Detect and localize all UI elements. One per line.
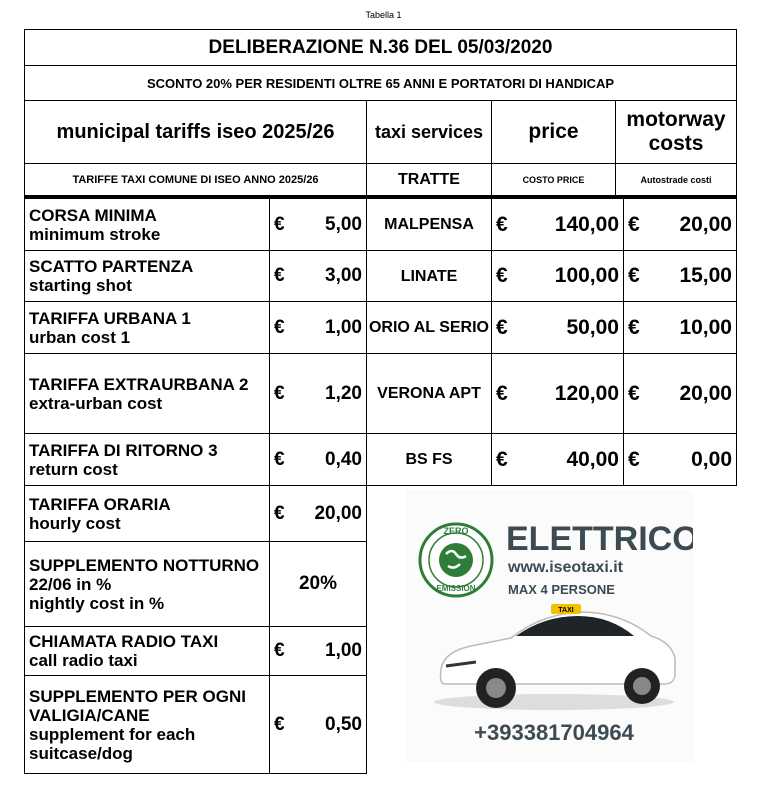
ad-graphic (406, 490, 693, 762)
currency-symbol: € (274, 713, 285, 735)
table-caption: Tabella 1 (365, 10, 402, 20)
tariff-label-it: TARIFFA URBANA 1 (29, 308, 191, 328)
tariff-row (25, 486, 366, 542)
discount-note: SCONTO 20% PER RESIDENTI OLTRE 65 ANNI E PORTATORI DI HANDICAP (146, 75, 615, 91)
tariff-label-en: extra-urban cost (29, 393, 163, 413)
tariff-value: 5,00 (325, 213, 362, 235)
tariff-label-it: SUPPLEMENTO NOTTURNO 22/06 in % (29, 555, 260, 594)
tariff-row (25, 542, 366, 627)
price-header: price (528, 120, 579, 143)
currency-symbol: € (274, 640, 285, 661)
tariff-label-it: CORSA MINIMA (29, 205, 157, 225)
tariff-value: 20,00 (314, 502, 362, 524)
route-name: LINATE (367, 251, 492, 301)
tariff-table (24, 195, 367, 774)
route-name: ORIO AL SERIO (367, 302, 492, 353)
route-price: 50,00 (566, 315, 619, 339)
municipal-subheader: TARIFFE TAXI COMUNE DI ISEO ANNO 2025/26 (72, 174, 319, 186)
currency-symbol: € (274, 382, 285, 404)
tariff-label-en: call radio taxi (29, 651, 138, 670)
route-row (367, 354, 736, 434)
badge-top-text: ZERO (443, 526, 469, 536)
tariff-row (25, 354, 366, 434)
tariff-label-en: urban cost 1 (29, 327, 131, 347)
route-motorway-cost: 20,00 (679, 381, 732, 405)
taxi-sign-text: TAXI (558, 607, 574, 614)
tariff-value: 1,00 (325, 316, 362, 338)
routes-subheader: TRATTE (398, 171, 460, 188)
tariff-value: 1,00 (325, 640, 362, 661)
currency-symbol: € (628, 264, 640, 287)
motorway-costs-header: motorway costs (626, 108, 726, 155)
tariff-label-it: TARIFFA DI RITORNO 3 (29, 440, 218, 460)
route-name: MALPENSA (367, 199, 492, 250)
currency-symbol: € (496, 381, 508, 405)
tariff-row (25, 627, 366, 676)
currency-symbol: € (496, 264, 508, 287)
route-motorway-cost: 20,00 (679, 212, 732, 236)
table-header (24, 29, 737, 197)
ad-phone: +393381704964 (474, 720, 634, 745)
tariff-label-it: TARIFFA ORARIA (29, 494, 171, 514)
route-row (367, 434, 736, 485)
tariff-value: 0,50 (325, 713, 362, 735)
motorway-subheader: Autostrade costi (640, 175, 712, 185)
currency-symbol: € (628, 212, 640, 236)
tariff-label-it: SUPPLEMENTO PER OGNI VALIGIA/CANE (29, 686, 246, 725)
tariff-label-it: TARIFFA EXTRAURBANA 2 (29, 374, 249, 394)
tariff-row (25, 434, 366, 486)
route-motorway-cost: 10,00 (679, 315, 732, 339)
tariff-label-it: SCATTO PARTENZA (29, 257, 194, 276)
zero-emission-badge-icon (420, 524, 492, 596)
route-row (367, 199, 736, 251)
tariff-label-en: nightly cost in % (29, 593, 165, 613)
electric-taxi-ad (406, 490, 693, 762)
currency-symbol: € (628, 315, 640, 339)
tariff-row (25, 676, 366, 773)
currency-symbol: € (274, 213, 285, 235)
currency-symbol: € (496, 447, 508, 471)
currency-symbol: € (274, 316, 285, 338)
currency-symbol: € (274, 265, 285, 286)
tariff-value: 1,20 (325, 382, 362, 404)
tariff-label-en: minimum stroke (29, 224, 161, 244)
currency-symbol: € (496, 315, 508, 339)
route-name: BS FS (367, 434, 492, 485)
tariff-value: 3,00 (325, 265, 362, 286)
route-motorway-cost: 15,00 (679, 264, 732, 287)
tariff-row (25, 251, 366, 302)
route-price: 120,00 (554, 381, 619, 405)
tariff-row (25, 302, 366, 354)
currency-symbol: € (628, 381, 640, 405)
tariff-label-en: supplement for each suitcase/dog (29, 724, 196, 763)
currency-symbol: € (496, 212, 508, 236)
taxi-car-icon (434, 604, 675, 710)
taxi-services-header: taxi services (374, 121, 484, 142)
tariff-label-en: hourly cost (29, 513, 121, 533)
route-name: VERONA APT (367, 354, 492, 433)
tariff-value: 20% (298, 573, 338, 594)
tariff-label-en: starting shot (29, 276, 132, 295)
ad-title: ELETTRICO (506, 520, 693, 558)
badge-bottom-text: EMISSION (436, 584, 476, 593)
currency-symbol: € (628, 447, 640, 471)
ad-capacity: MAX 4 PERSONE (508, 582, 615, 597)
route-motorway-cost: 0,00 (691, 447, 732, 471)
tariff-label-it: CHIAMATA RADIO TAXI (29, 632, 219, 651)
ad-website: www.iseotaxi.it (508, 559, 623, 576)
currency-symbol: € (274, 448, 285, 470)
route-price: 100,00 (554, 264, 619, 287)
currency-symbol: € (274, 502, 285, 524)
price-subheader: COSTO PRICE (522, 175, 585, 185)
tariff-value: 0,40 (325, 448, 362, 470)
route-row (367, 251, 736, 302)
tariff-label-en: return cost (29, 459, 118, 479)
route-price: 40,00 (566, 447, 619, 471)
deliberation-title: DELIBERAZIONE N.36 DEL 05/03/2020 (208, 36, 553, 58)
route-row (367, 302, 736, 354)
tariff-row (25, 199, 366, 251)
route-price: 140,00 (554, 212, 619, 236)
municipal-tariffs-header: municipal tariffs iseo 2025/26 (56, 120, 335, 143)
routes-table (367, 195, 737, 486)
